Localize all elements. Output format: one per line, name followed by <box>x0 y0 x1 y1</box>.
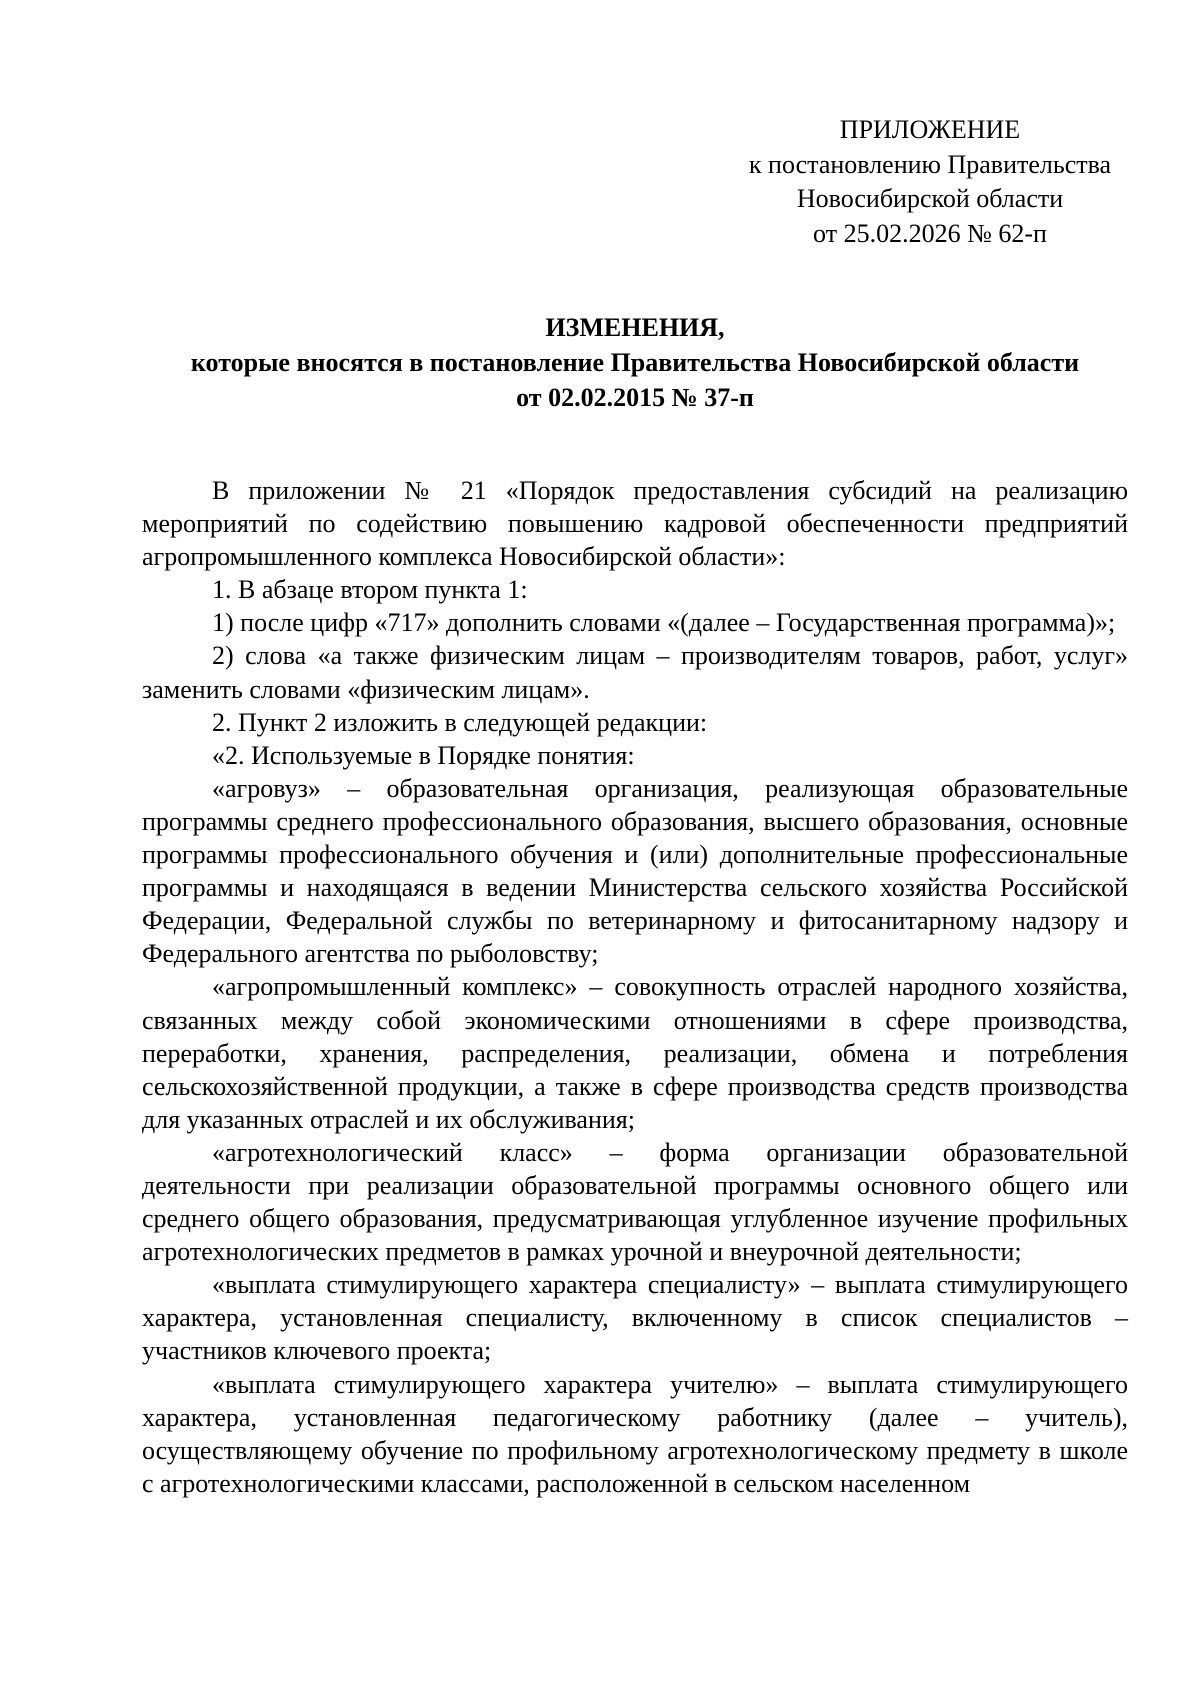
paragraph: «агропромышленный комплекс» – совокупность отраслей народного хозяйства, связанных между собой экономическими отношениями в сфере производства, переработки, хранения, распределения, реализации, обмена и потребления сельскохозяйственной продукции, а также в сфере производства средств производства для указанных отраслей и их обслуживания; <box>142 972 1128 1134</box>
paragraph: «агротехнологический класс» – форма организации образовательной деятельности при реализации образовательной программы основного общего или среднего общего образования, предусматривающая углубленное изучение профильных агротехнологических предметов в рамках урочной и внеурочной деятельности; <box>142 1137 1128 1267</box>
paragraph: «выплата стимулирующего характера специалисту» – выплата стимулирующего характера, установленная специалисту, включенному в список специалистов – участников ключевого проекта; <box>142 1270 1128 1366</box>
paragraph: 1. В абзаце втором пункта 1: <box>212 575 528 605</box>
heading-title: ИЗМЕНЕНИЯ, <box>545 313 725 342</box>
appendix-line: к постановлению Правительства <box>748 149 1112 179</box>
paragraph: 2. Пункт 2 изложить в следующей редакции: <box>212 707 708 737</box>
paragraph: В приложении № 21 «Порядок предоставления субсидий на реализацию мероприятий по содействию повышению кадровой обеспеченности предприятий агропромышленного комплекса Новосибирской области»: <box>142 476 1128 572</box>
document-heading <box>140 310 1130 415</box>
paragraph: 2) слова «а также физическим лицам – производителям товаров, работ, услуг» заменить словами «физическим лицам». <box>142 641 1128 704</box>
paragraph: «2. Используемые в Порядке понятия: <box>212 740 635 770</box>
heading-subtitle: которые вносятся в постановление Правительства Новосибирской области <box>190 348 1080 377</box>
paragraph: «агровуз» – образовательная организация, реализующая образовательные программы среднего профессионального образования, высшего образования, основные программы профессионального обучения и (или) дополнительные профессиональные программы и находящаяся в ведении Министерства сельского хозяйства Российской Федерации, Федеральной службы по ветеринарному и фитосанитарному надзору и Федерального агентства по рыболовству; <box>142 773 1128 969</box>
appendix-title: ПРИЛОЖЕНИЕ <box>839 115 1021 144</box>
paragraph: 1) после цифр «717» дополнить словами «(далее – Государственная программа)»; <box>212 608 1116 638</box>
appendix-date-number: от 25.02.2026 № 62-п <box>813 218 1047 248</box>
appendix-block <box>745 113 1115 251</box>
paragraph: «выплата стимулирующего характера учителю» – выплата стимулирующего характера, установленная педагогическому работнику (далее – учитель), осуществляющему обучение по профильному агротехнологическому предмету в школе с агротехнологическими классами, расположенной в сельском населенном <box>142 1369 1128 1498</box>
document-body <box>142 474 1128 1500</box>
heading-reference: от 02.02.2015 № 37-п <box>516 383 754 412</box>
appendix-line: Новосибирской области <box>796 184 1064 213</box>
